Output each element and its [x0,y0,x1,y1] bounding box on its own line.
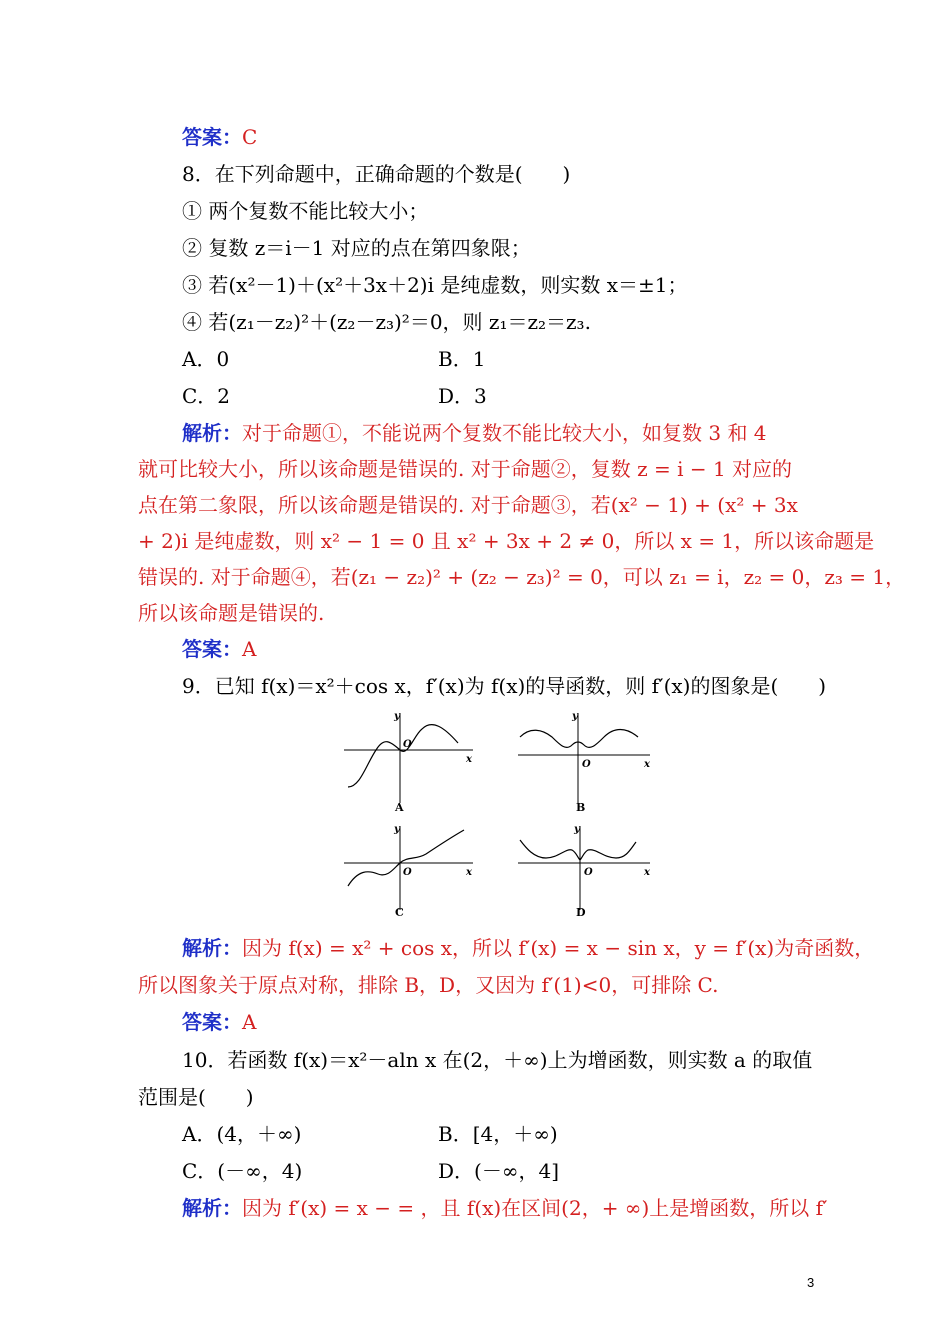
q8-analysis-line-2: 就可比较大小，所以该命题是错误的. 对于命题②，复数 z = i − 1 对应的 [138,457,793,481]
q10-analysis-line-1: 解析：因为 f′(x) = x − = ，且 f(x)在区间(2，+ ∞)上是增函数，所以 f′ [182,1196,828,1220]
graph-a [338,705,478,815]
y-axis-label: y [394,824,400,835]
q8-analysis-line-3: 点在第二象限，所以该命题是错误的. 对于命题③，若(x² − 1) + (x² + 3x [138,493,798,517]
origin-label: O [403,739,412,750]
x-axis-label: x [466,754,472,765]
q8-option-a: A．0 [182,347,230,371]
x-axis-label: x [466,867,472,878]
graph-d-label: D [576,906,586,919]
y-axis-label: y [572,711,578,722]
q10-option-c: C．(－∞，4) [182,1159,303,1183]
q7-answer [182,124,257,150]
origin-label: O [403,867,412,878]
q8-item-4: ④ 若(z₁－z₂)²＋(z₂－z₃)²＝0，则 z₁＝z₂＝z₃. [182,310,591,334]
q10-stem-line-1: 10．若函数 f(x)＝x²－aln x 在(2，＋∞)上为增函数，则实数 a 的取值 [182,1048,813,1072]
q8-option-c: C．2 [182,384,231,408]
q9-answer [182,1009,256,1035]
answer-label: 答案： [182,1010,242,1034]
q8-answer [182,636,256,662]
q8-item-3: ③ 若(x²－1)＋(x²＋3x＋2)i 是纯虚数，则实数 x＝±1； [182,273,688,297]
answer-value: A [242,1010,257,1034]
q10-stem-line-2: 范围是( ) [138,1085,254,1109]
graph-a-label: A [395,801,404,814]
q9-stem: 9．已知 f(x)＝x²＋cos x，f′(x)为 f(x)的导函数，则 f′(x)的图象是( ) [182,674,827,698]
q10-option-a: A．(4，＋∞) [182,1122,302,1146]
origin-label: O [584,867,593,878]
graph-d [512,818,657,923]
graph-b [512,705,657,815]
page-number: 3 [807,1275,815,1290]
q8-analysis-line-5: 错误的. 对于命题④，若(z₁ − z₂)² + (z₂ − z₃)² = 0，可以 z₁ = i，z₂ = 0，z₃ = 1， [138,565,906,589]
q8-item-1: ① 两个复数不能比较大小； [182,199,429,223]
q10-option-d: D．(－∞，4] [438,1159,560,1183]
q8-option-b: B．1 [438,347,486,371]
answer-value: C [242,125,258,149]
y-axis-label: y [394,711,400,722]
answer-label: 答案： [182,125,242,149]
q10-option-b: B．[4，＋∞) [438,1122,558,1146]
origin-label: O [582,759,591,770]
q8-analysis-line-4: + 2)i 是纯虚数，则 x² − 1 = 0 且 x² + 3x + 2 ≠ 0，所以 x = 1，所以该命题是 [138,529,875,553]
y-axis-label: y [574,824,580,835]
analysis-label: 解析： [182,1196,242,1220]
q9-analysis-line-2: 所以图象关于原点对称，排除 B，D，又因为 f′(1)<0，可排除 C. [138,973,719,997]
graph-b-label: B [576,801,586,814]
graph-c-label: C [395,906,404,919]
graph-c [338,818,478,923]
q8-analysis-line-6: 所以该命题是错误的. [138,601,325,625]
answer-label: 答案： [182,637,242,661]
analysis-label: 解析： [182,936,242,960]
q8-option-d: D．3 [438,384,487,408]
analysis-label: 解析： [182,421,242,445]
q9-analysis-line-1: 解析：因为 f(x) = x² + cos x，所以 f′(x) = x − sin x，y = f′(x)为奇函数， [182,936,875,960]
answer-value: A [242,637,257,661]
q8-analysis-line-1: 解析：对于命题①，不能说两个复数不能比较大小，如复数 3 和 4 [182,421,767,445]
q8-stem: 8．在下列命题中，正确命题的个数是( ) [182,162,571,186]
x-axis-label: x [644,867,650,878]
q8-item-2: ② 复数 z＝i－1 对应的点在第四象限； [182,236,531,260]
x-axis-label: x [644,759,650,770]
